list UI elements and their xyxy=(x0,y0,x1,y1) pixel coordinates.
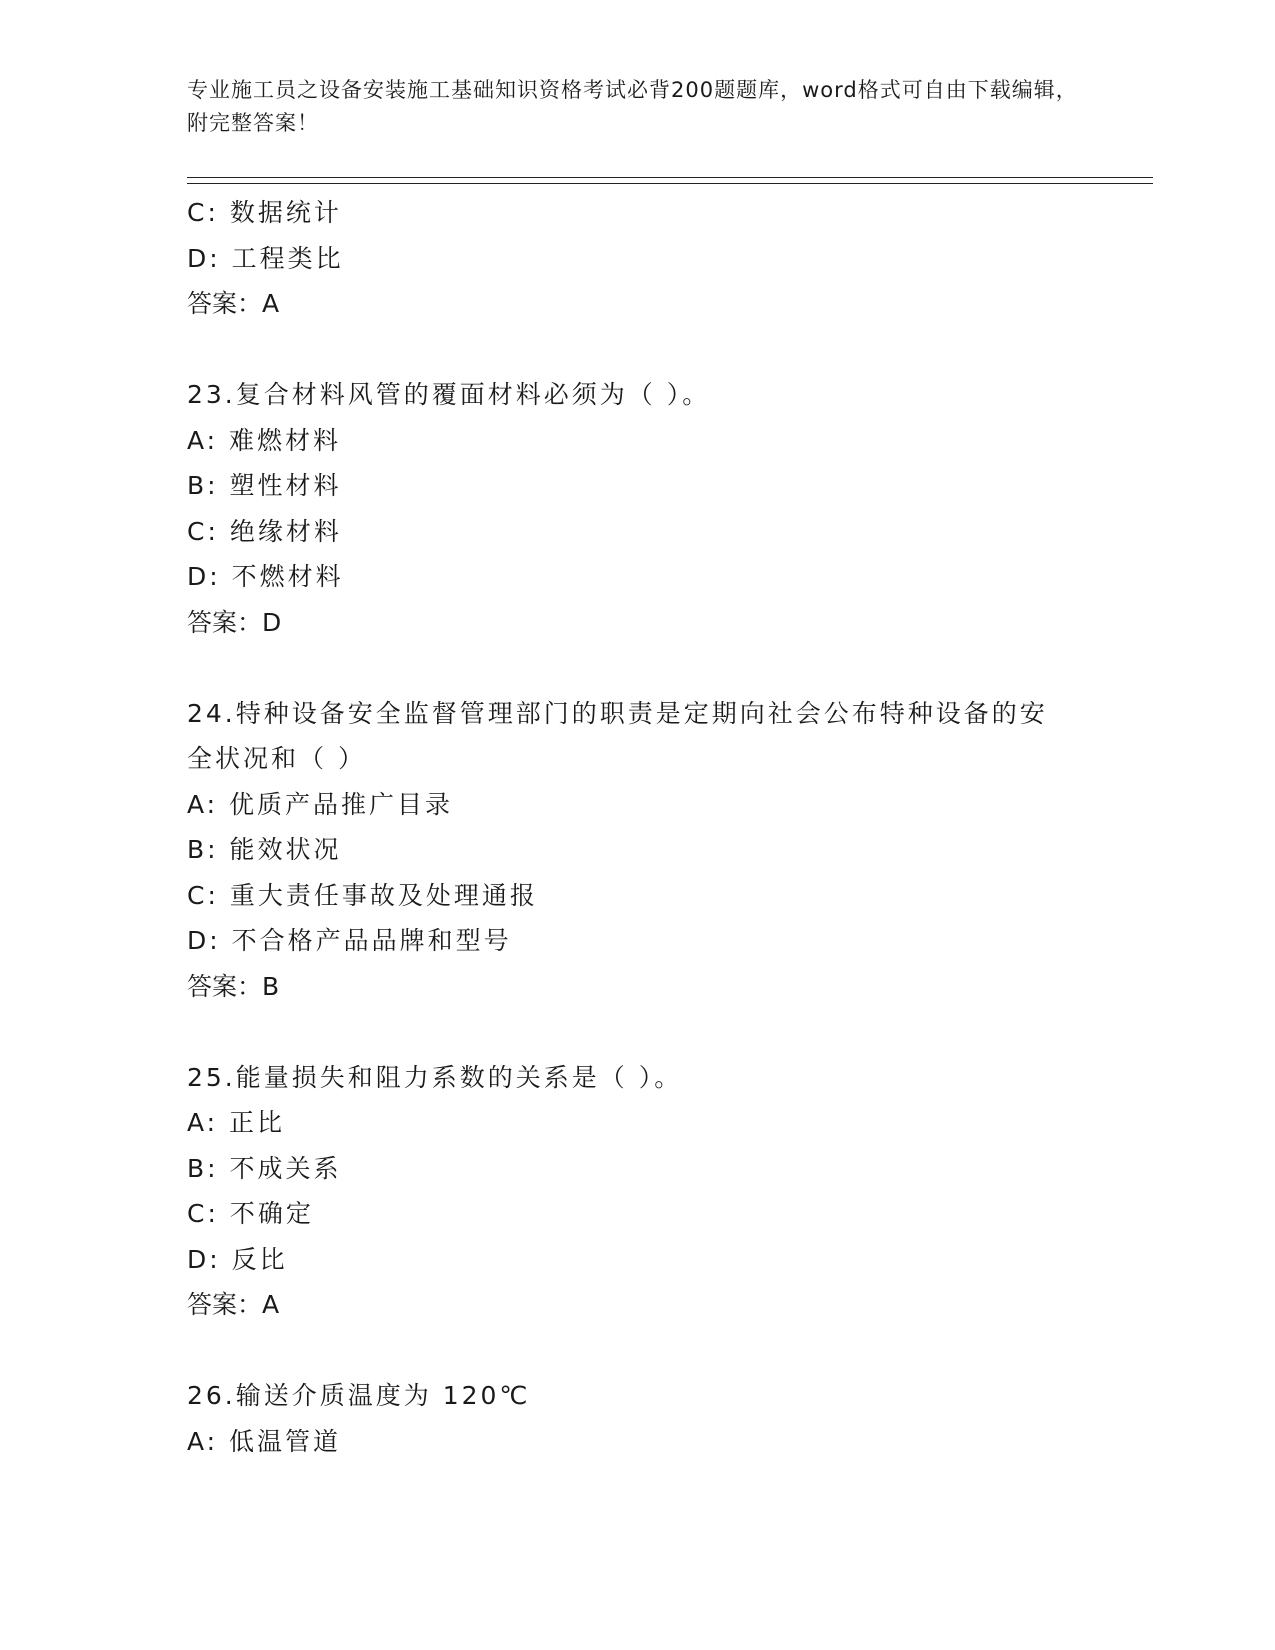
question-block-25 xyxy=(187,1055,1087,1328)
option-c xyxy=(187,1191,1087,1237)
option-a xyxy=(187,1419,1087,1465)
option-b xyxy=(187,463,1087,509)
document-header: 专业施工员之设备安装施工基础知识资格考试必背200题题库，word格式可自由下载编辑，附完整答案！ xyxy=(187,78,1078,135)
option-key: D: xyxy=(187,1244,221,1274)
question-block-23 xyxy=(187,372,1087,645)
answer-line xyxy=(187,964,1087,1010)
question-block-24 xyxy=(187,691,1087,1010)
question-text: 23.复合材料风管的覆面材料必须为（ ）。 xyxy=(187,380,711,409)
option-d xyxy=(187,554,1087,600)
option-a xyxy=(187,782,1087,828)
option-text: 不合格产品品牌和型号 xyxy=(231,926,512,955)
option-d xyxy=(187,1237,1087,1283)
option-key: D: xyxy=(187,243,221,273)
answer-label: 答案： xyxy=(187,289,263,318)
option-key: D: xyxy=(187,926,221,955)
option-d xyxy=(187,236,1087,282)
answer-line xyxy=(187,281,1087,327)
option-text: 塑性材料 xyxy=(229,471,342,500)
answer-value: A xyxy=(262,1290,281,1319)
option-text: 不成关系 xyxy=(229,1153,342,1183)
answer-value: A xyxy=(262,289,281,318)
option-b xyxy=(187,1146,1087,1192)
question-text: 25.能量损失和阻力系数的关系是（ ）。 xyxy=(187,1062,683,1092)
answer-label: 答案： xyxy=(187,971,263,1001)
option-c xyxy=(187,873,1087,919)
option-text: 低温管道 xyxy=(229,1426,342,1456)
option-key: A: xyxy=(187,425,219,455)
option-text: 反比 xyxy=(231,1244,288,1274)
option-text: 优质产品推广目录 xyxy=(229,789,454,819)
answer-label: 答案： xyxy=(187,607,263,637)
document-body xyxy=(187,190,1087,1464)
question-block-26 xyxy=(187,1373,1087,1464)
header-rule-bottom xyxy=(187,183,1153,184)
option-text: 工程类比 xyxy=(231,243,344,273)
answer-line xyxy=(187,600,1087,646)
question-block-carryover xyxy=(187,190,1087,327)
option-key: C: xyxy=(187,516,219,546)
option-text: 重大责任事故及处理通报 xyxy=(229,880,538,910)
answer-value: B xyxy=(262,971,281,1001)
option-text: 绝缘材料 xyxy=(229,516,342,546)
option-text: 难燃材料 xyxy=(229,425,342,455)
answer-value: D xyxy=(262,607,283,637)
option-key: A: xyxy=(187,789,219,819)
option-key: A: xyxy=(187,1426,219,1456)
option-a xyxy=(187,418,1087,464)
question-text: 24.特种设备安全监督管理部门的职责是定期向社会公布特种设备的安全状况和（ ） xyxy=(187,698,1048,773)
option-text: 数据统计 xyxy=(229,198,342,227)
option-key: C: xyxy=(187,198,219,227)
option-a xyxy=(187,1100,1087,1146)
answer-label: 答案： xyxy=(187,1290,263,1319)
option-key: B: xyxy=(187,1153,219,1183)
option-key: B: xyxy=(187,835,219,864)
question-text: 26.输送介质温度为 120℃ xyxy=(187,1381,531,1410)
option-key: C: xyxy=(187,1199,219,1228)
option-c xyxy=(187,190,1087,236)
option-key: D: xyxy=(187,562,221,591)
option-key: B: xyxy=(187,471,219,500)
header-rule-top xyxy=(187,177,1153,178)
option-text: 不燃材料 xyxy=(231,562,344,591)
option-text: 不确定 xyxy=(229,1199,314,1228)
option-key: C: xyxy=(187,880,219,910)
option-b xyxy=(187,827,1087,873)
option-key: A: xyxy=(187,1108,219,1137)
option-d xyxy=(187,918,1087,964)
option-text: 正比 xyxy=(229,1108,286,1137)
answer-line xyxy=(187,1282,1087,1328)
option-c xyxy=(187,509,1087,555)
option-text: 能效状况 xyxy=(229,835,342,864)
